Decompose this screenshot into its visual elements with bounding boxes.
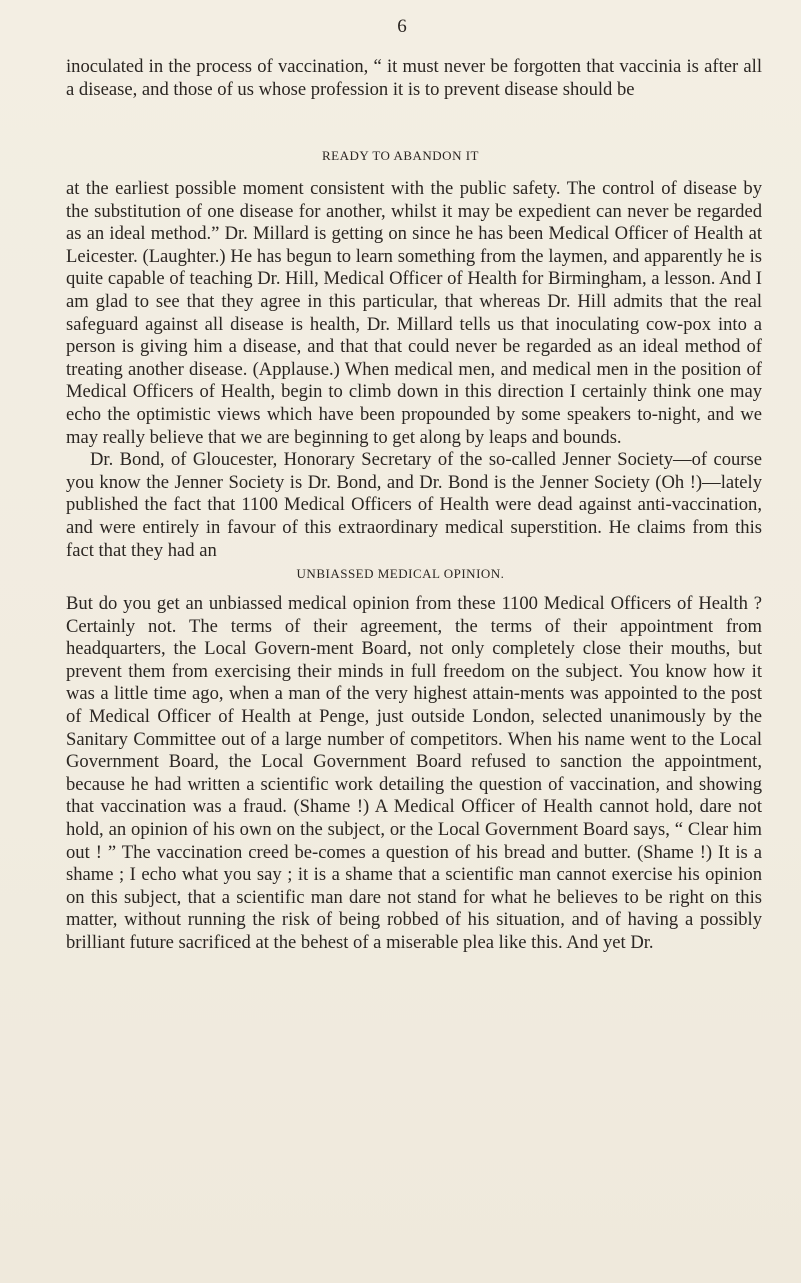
section-heading-ready-to-abandon: READY TO ABANDON IT xyxy=(322,148,479,163)
paragraph-millard: at the earliest possible moment consistent with the public safety. The control of disease by the substitution of one disease for another, whilst it may be expedient can never be regarded as an ideal method.” Dr. Millard is getting on since he has been Medical Officer of Health at Leicester. (Laughter.) He has begun to learn something from the laymen, and apparently he is quite capable of teaching Dr. Hill, Medical Officer of Health for Birmingham, a lesson. And I am glad to see that they agree in this particular, that whereas Dr. Hill admits that the real safeguard against all disease is health, Dr. Millard tells us that inoculating cow-pox into a person is giving him a disease, and that that could never be regarded as an ideal method of treating another disease. (Applause.) When medical men, and medical men in the position of Medical Officers of Health, begin to climb down in this direction I certainly think one may echo the optimistic views which have been propounded by some speakers to-night, and we may really believe that we are beginning to get along by leaps and bounds. xyxy=(66,178,762,448)
text-block-closing xyxy=(66,593,762,955)
text-block-middle xyxy=(66,178,762,562)
section-heading-unbiassed-opinion: UNBIASSED MEDICAL OPINION. xyxy=(296,566,505,581)
paragraph-unbiassed: But do you get an unbiassed medical opinion from these 1100 Medical Officers of Health ? Certainly not. The terms of their agreement, the terms of their appointment from headquarters, the Local Govern-ment Board, not only completely close their mouths, but prevent them from exercising their minds in full freedom on the subject. You know how it was a little time ago, when a man of the very highest attain-ments was appointed to the post of Medical Officer of Health at Penge, just outside London, selected unanimously by the Sanitary Committee out of a large number of competitors. When his name went to the Local Government Board, the Local Government Board refused to sanction the appointment, because he had written a scientific work detailing the question of vaccination, and showing that vaccination was a fraud. (Shame !) A Medical Officer of Health cannot hold, dare not hold, an opinion of his own on the subject, or the Local Government Board says, “ Clear him out ! ” The vaccination creed be-comes a question of his bread and butter. (Shame !) It is a shame ; I echo what you say ; it is a shame that a scientific man cannot exercise his opinion on this subject, that a scientific man dare not stand for what he believes to be right on this matter, without running the risk of being robbed of his situation, and of having a possibly brilliant future sacrificed at the behest of a miserable plea like this. And yet Dr. xyxy=(66,593,762,953)
paragraph-bond: Dr. Bond, of Gloucester, Honorary Secretary of the so-called Jenner Society—of course you know the Jenner Society is Dr. Bond, and Dr. Bond is the Jenner Society (Oh !)—lately published the fact that 1100 Medical Officers of Health were dead against anti-vaccination, and were entirely in favour of this extraordinary medical superstition. He claims from this fact that they had an xyxy=(66,449,762,561)
text-block-opening xyxy=(66,56,762,101)
page-number: 6 xyxy=(397,16,407,37)
paragraph-opening: inoculated in the process of vaccination, “ it must never be forgotten that vaccinia is after all a disease, and those of us whose profession it is to prevent disease should be xyxy=(66,56,762,100)
